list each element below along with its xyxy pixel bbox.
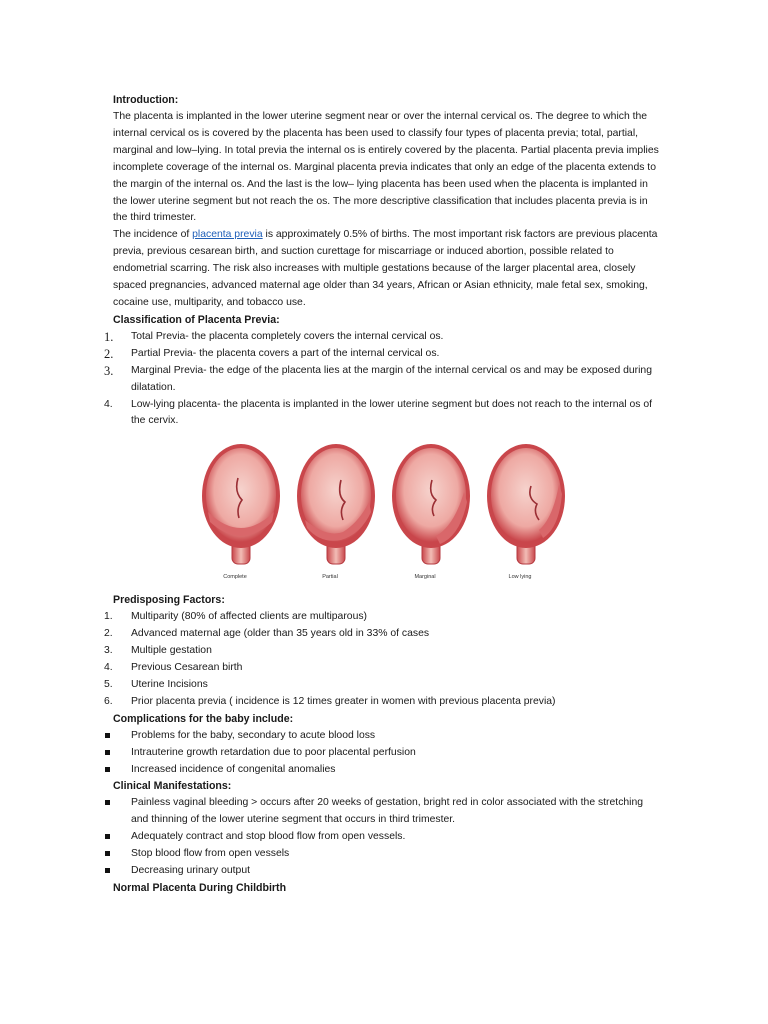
square-bullet-icon xyxy=(105,733,110,738)
uterus-low-lying-illustration xyxy=(487,444,565,564)
complications-list xyxy=(113,728,661,779)
list-number: 3. xyxy=(104,645,113,657)
list-item xyxy=(86,694,661,711)
incidence-paragraph xyxy=(113,227,661,312)
uterus-marginal-illustration xyxy=(392,444,470,564)
caption-partial: Partial xyxy=(322,574,338,581)
square-bullet-icon xyxy=(105,800,110,805)
list-item-text: Painless vaginal bleeding > occurs after 20 weeks of gestation, bright red in color associated with the stretching and thinning of the lower uterine segment that occurs in third trimester. xyxy=(131,797,644,826)
complications-heading: Complications for the baby include: xyxy=(113,712,294,725)
incidence-text-after: is approximately 0.5% of births. The most important risk factors are previous placenta previa, previous cesarean birth, and suction curettage for miscarriage or induced abortion, possible related to endometrial scarring. The risk also increases with multiple gestations because of the larger placental area, closely spaced pregnancies, advanced maternal age older than 34 years, African or Asian ethnicity, male fetal sex, smoking, cocaine use, multiparity, and tobacco use. xyxy=(113,229,658,308)
document-body xyxy=(104,92,661,897)
caption-complete: Complete xyxy=(223,574,247,581)
caption-low-lying: Low lying xyxy=(508,574,532,581)
classification-list xyxy=(104,329,661,430)
list-number: 4. xyxy=(104,662,113,674)
list-item xyxy=(86,846,661,863)
list-item xyxy=(86,363,661,397)
predisposing-list xyxy=(104,609,661,710)
classification-heading: Classification of Placenta Previa: xyxy=(113,313,280,326)
list-item xyxy=(86,677,661,694)
square-bullet-icon xyxy=(105,868,110,873)
list-item-text: Increased incidence of congenital anomalies xyxy=(131,763,336,775)
list-item xyxy=(86,397,661,431)
list-number: 5. xyxy=(104,678,113,690)
list-item-text: Advanced maternal age (older than 35 years old in 33% of cases xyxy=(131,628,430,640)
list-item-text: Previous Cesarean birth xyxy=(131,662,243,674)
list-number: 4. xyxy=(104,398,113,410)
list-item-text: Total Previa- the placenta completely covers the internal cervical os. xyxy=(131,330,444,342)
list-item-text: Adequately contract and stop blood flow from open vessels. xyxy=(131,831,406,843)
list-item xyxy=(86,745,661,762)
list-item xyxy=(86,346,661,363)
uterus-partial-illustration xyxy=(297,444,375,564)
placenta-previa-diagram xyxy=(197,436,577,584)
list-item-text: Decreasing urinary output xyxy=(131,865,250,877)
list-item-text: Prior placenta previa ( incidence is 12 times greater in women with previous placenta previa) xyxy=(131,695,556,707)
uterus-complete-illustration xyxy=(202,444,280,564)
list-item-text: Uterine Incisions xyxy=(131,678,208,690)
list-item xyxy=(86,643,661,660)
list-item-text: Marginal Previa- the edge of the placenta lies at the margin of the internal cervical os and may be exposed during dilatation. xyxy=(131,364,652,393)
incidence-text-before: The incidence of xyxy=(113,229,193,241)
caption-marginal: Marginal xyxy=(414,574,436,581)
list-item xyxy=(86,829,661,846)
list-item xyxy=(86,863,661,880)
list-item xyxy=(86,626,661,643)
list-item xyxy=(86,329,661,346)
list-number: 2. xyxy=(104,346,114,361)
list-item xyxy=(86,660,661,677)
list-item-text: Multiple gestation xyxy=(131,645,212,657)
list-number: 2. xyxy=(104,628,113,640)
list-number: 1. xyxy=(104,611,113,623)
list-item-text: Problems for the baby, secondary to acute blood loss xyxy=(131,729,376,741)
list-item xyxy=(86,762,661,779)
list-item-text: Multiparity (80% of affected clients are multiparous) xyxy=(131,611,368,623)
manifestations-heading: Clinical Manifestations: xyxy=(113,780,232,793)
list-item-text: Low-lying placenta- the placenta is implanted in the lower uterine segment but does not reach to the internal os of the cervix. xyxy=(131,398,652,427)
square-bullet-icon xyxy=(105,767,110,772)
placenta-previa-link[interactable]: placenta previa xyxy=(192,229,263,241)
list-item xyxy=(86,728,661,745)
list-number: 3. xyxy=(104,363,114,378)
list-number: 1. xyxy=(104,329,114,344)
list-item-text: Stop blood flow from open vessels xyxy=(131,848,290,860)
predisposing-heading: Predisposing Factors: xyxy=(113,594,225,607)
placenta-previa-figure xyxy=(113,436,661,586)
list-item-text: Intrauterine growth retardation due to poor placental perfusion xyxy=(131,746,416,758)
square-bullet-icon xyxy=(105,834,110,839)
square-bullet-icon xyxy=(105,851,110,856)
normal-placenta-heading: Normal Placenta During Childbirth xyxy=(113,882,287,894)
list-item xyxy=(86,609,661,626)
introduction-heading: Introduction: xyxy=(113,94,179,106)
square-bullet-icon xyxy=(105,750,110,755)
manifestations-list xyxy=(113,795,661,880)
introduction-paragraph: The placenta is implanted in the lower uterine segment near or over the internal cervical os. The degree to which the internal cervical os is covered by the placenta has been used to classify four types of placenta previa; total, partial, marginal and low–lying. In total previa the internal os is entirely covered by the placenta. Partial placenta previa implies incomplete coverage of the internal os. Marginal placenta previa indicates that only an edge of the placenta extends to the margin of the internal os. And the last is the low– lying placenta has been used when the placenta is implanted in the lower uterine segment but not reach the os. The more descriptive classification that includes placenta previa is in the third trimester. xyxy=(113,111,659,224)
list-number: 6. xyxy=(104,695,113,707)
list-item-text: Partial Previa- the placenta covers a part of the internal cervical os. xyxy=(131,347,440,359)
list-item xyxy=(86,795,661,829)
